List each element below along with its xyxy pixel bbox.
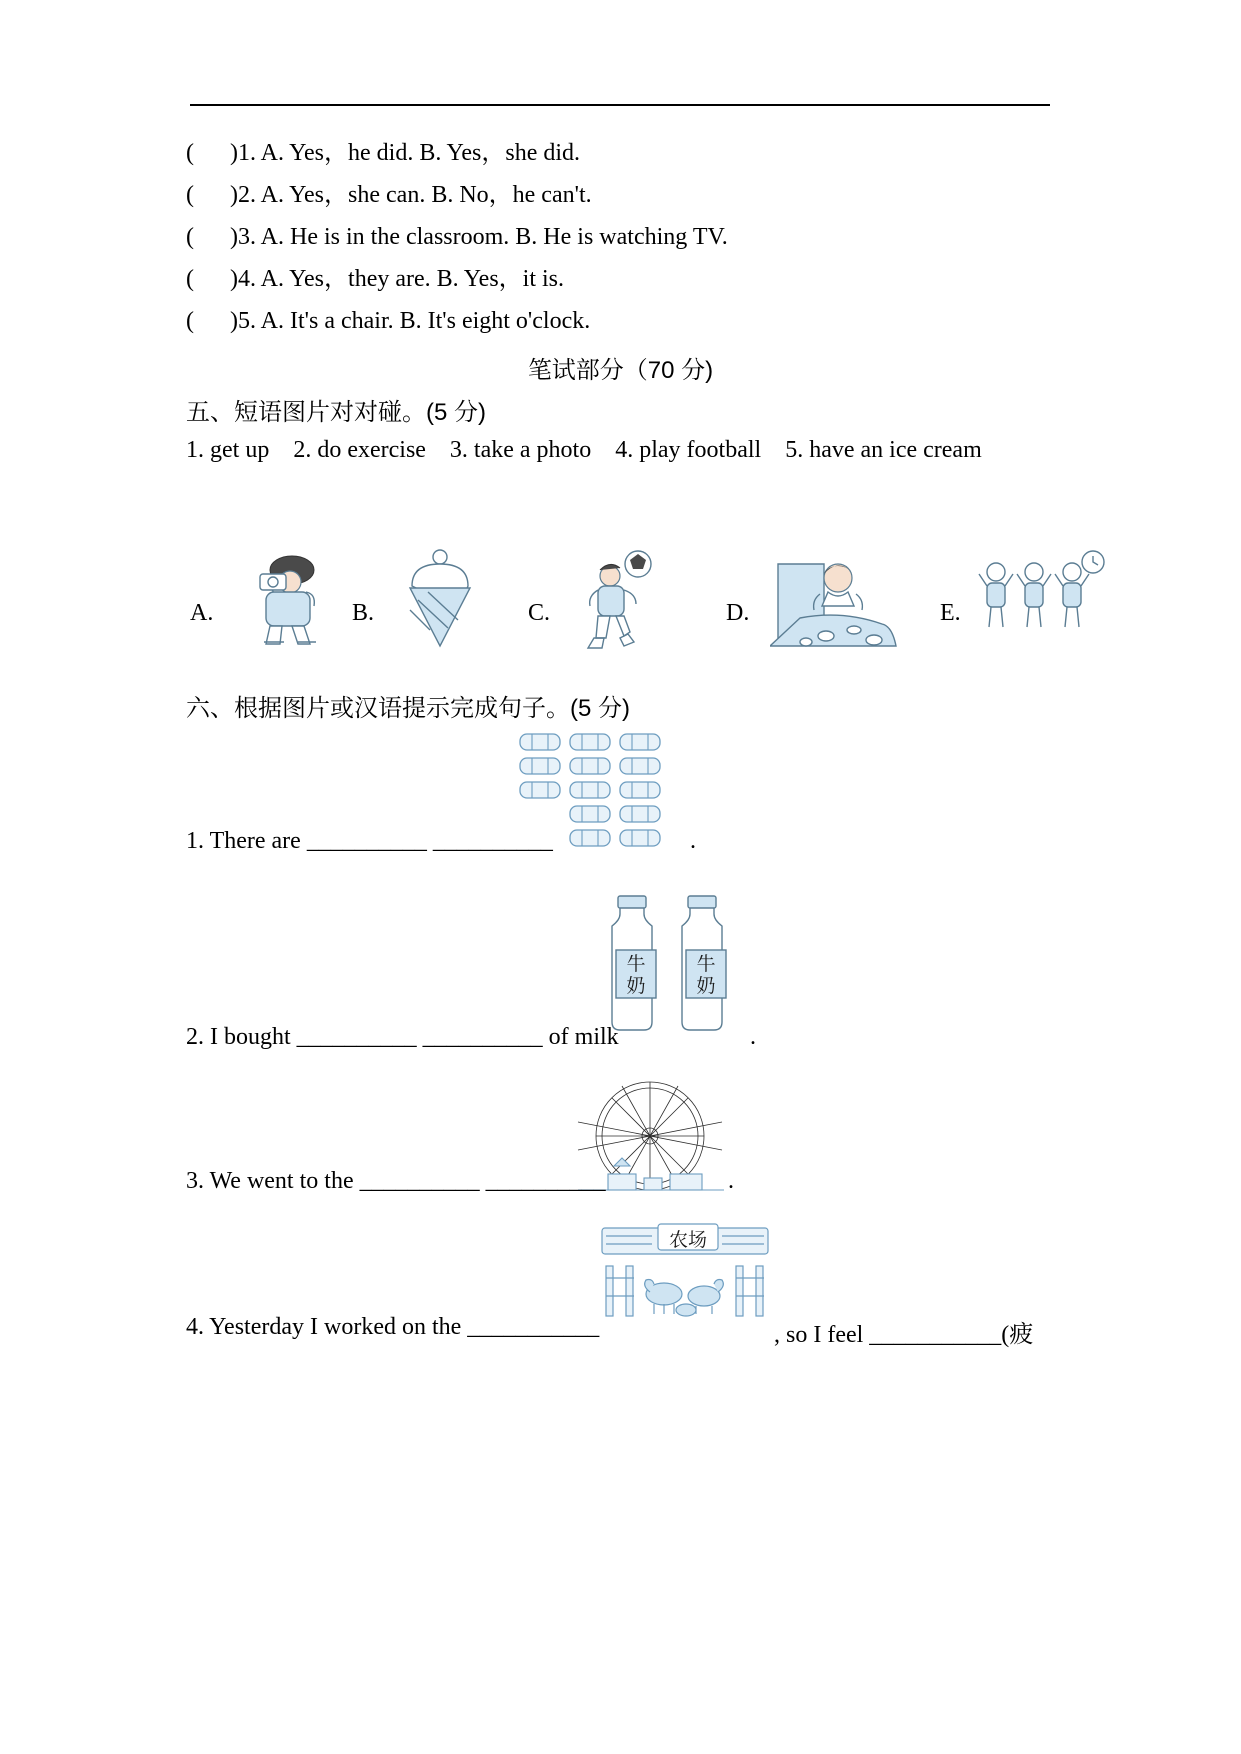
option-label-a: A. — [190, 600, 214, 626]
listening-question-4: ( )4. A. Yes，they are. B. Yes，it is. — [186, 266, 565, 292]
get-up-icon — [770, 552, 904, 661]
q2-prefix: 2. I bought — [186, 1024, 297, 1050]
option-label-b: B. — [352, 600, 375, 626]
svg-text:奶: 奶 — [626, 975, 646, 997]
farm-icon — [600, 1222, 770, 1337]
q1-blank-1[interactable]: __________ — [306, 828, 427, 854]
section-five-heading: 五、短语图片对对碰。(5 分) — [186, 399, 486, 426]
svg-text:牛: 牛 — [626, 953, 646, 975]
do-exercise-icon — [978, 548, 1106, 657]
option-label-e: E. — [940, 600, 961, 626]
option-label-c: C. — [528, 600, 551, 626]
q4-tail — [774, 1314, 1033, 1349]
q2-middle: of milk — [542, 1024, 619, 1050]
milk-bottles-icon — [592, 890, 744, 1039]
svg-text:牛: 牛 — [696, 953, 716, 975]
play-football-icon — [576, 550, 666, 663]
listening-question-2: ( )2. A. Yes，she can. B. No，he can't. — [186, 182, 592, 208]
q4-blank-1[interactable]: ___________ — [467, 1314, 600, 1340]
q1-prefix: 1. There are — [186, 828, 307, 854]
header-divider — [190, 104, 1050, 106]
q3-prefix: 3. We went to the — [186, 1168, 360, 1194]
section-five-phrases: 1. get up 2. do exercise 3. take a photo 4. play football 5. have an ice cream — [186, 437, 982, 463]
listening-question-1: ( )1. A. Yes，he did. B. Yes，she did. — [186, 140, 581, 166]
q3-blank-1[interactable]: __________ — [359, 1168, 480, 1194]
written-part-title: 笔试部分（70 分) — [527, 357, 714, 384]
listening-question-3: ( )3. A. He is in the classroom. B. He is watching TV. — [186, 224, 728, 250]
q1-period: . — [690, 828, 696, 854]
section-six-question-4 — [186, 1314, 599, 1341]
ice-cream-icon — [392, 540, 488, 657]
q1-blank-2[interactable]: __________ — [432, 828, 553, 854]
q4-blank-2[interactable]: ___________ — [869, 1322, 1002, 1348]
take-a-photo-icon — [240, 548, 340, 653]
q3-period: . — [728, 1168, 734, 1194]
section-six-question-1 — [186, 828, 553, 855]
svg-text:奶: 奶 — [696, 975, 716, 997]
q4-suffix: (疲 — [1001, 1322, 1034, 1348]
q4-prefix: 4. Yesterday I worked on the — [186, 1314, 468, 1340]
option-label-d: D. — [726, 600, 750, 626]
listening-question-5: ( )5. A. It's a chair. B. It's eight o'clock. — [186, 308, 591, 334]
q2-period: . — [750, 1024, 756, 1050]
section-six-heading: 六、根据图片或汉语提示完成句子。(5 分) — [186, 695, 630, 722]
q2-blank-1[interactable]: __________ — [296, 1024, 417, 1050]
q4-middle: , so I feel — [774, 1322, 870, 1348]
q2-blank-2[interactable]: __________ — [422, 1024, 543, 1050]
svg-text:农场: 农场 — [668, 1229, 708, 1251]
q3-blank-2[interactable]: __________ — [485, 1168, 606, 1194]
section-six-question-2 — [186, 1024, 619, 1051]
section-six-question-3 — [186, 1168, 606, 1195]
